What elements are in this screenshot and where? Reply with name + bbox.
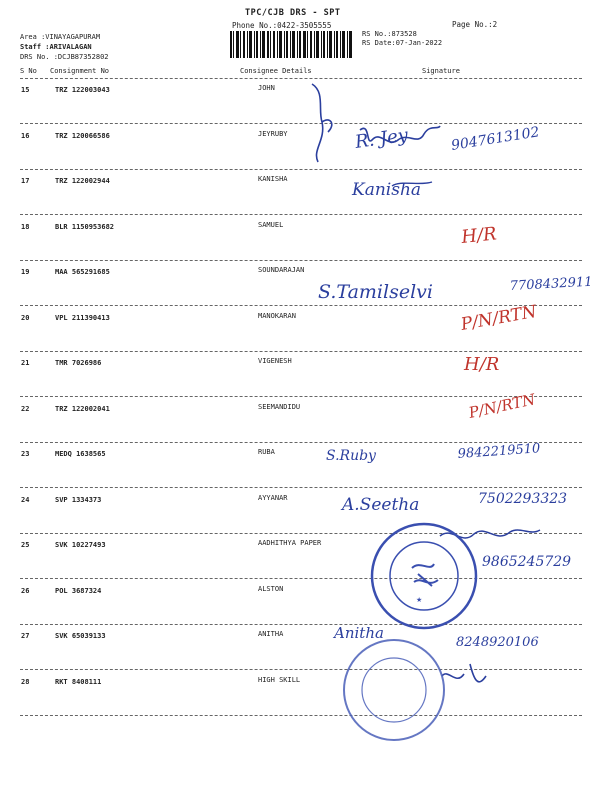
column-sno: S No [20,67,37,75]
row-consignment-no: BLR 1150953682 [55,222,115,231]
row-sno: 17 [21,177,30,185]
row-sno: 24 [21,495,30,504]
phone-number: Phone No.:0422-3505555 [232,21,332,30]
drs-number: DRS No. :DCJB87352802 [20,53,109,61]
row-consignment-no: POL 3687324 [55,586,102,595]
row-consignee-name: HIGH SKILL [258,675,301,684]
column-signature: Signature [422,67,460,75]
row24-phone: 7502293323 [478,491,568,507]
row25-phone: 9865245729 [482,554,572,570]
row-consignment-no: SVP 1334373 [55,495,102,504]
row20-note: P/N/RTN [459,301,539,335]
row-consignment-no: MEDQ 1638565 [55,450,106,458]
signature-scribble [442,664,486,682]
rs-date: RS Date:07-Jan-2022 [362,39,443,47]
row-sno: 16 [21,131,30,140]
svg-text:★: ★ [416,596,423,604]
row-sno: 20 [21,313,30,322]
row-sno: 28 [21,677,30,686]
row-consignee-name: JOHN [258,84,275,92]
row-consignee-name: AYYANAR [258,493,288,502]
row-sno: 18 [21,222,30,231]
row-consignee-name: SAMUEL [258,220,284,229]
signature-scribble [312,84,332,162]
row-consignment-no: VPL 211390413 [55,313,110,322]
row22-note: P/N/RTN [467,390,537,422]
row-sno: 23 [21,450,30,458]
college-seal-stamp [368,520,480,632]
row-consignee-name: ANITHA [258,630,284,638]
column-consignment: Consignment No [50,67,110,75]
row-sno: 21 [21,359,30,367]
row18-note: H/R [460,223,498,248]
row-consignment-no: SVK 10227493 [55,541,106,549]
row23-phone: 9842219510 [457,441,541,462]
row-consignment-no: RKT 8408111 [55,677,102,686]
row-consignment-no: TMR 7026986 [55,359,102,367]
row-sno: 19 [21,268,30,276]
row-consignment-no: TRZ 122003043 [55,86,110,94]
row-consignee-name: SOUNDARAJAN [258,266,305,274]
staff-label: Staff :ARIVALAGAN [20,43,92,51]
row-consignment-no: TRZ 120066586 [55,131,110,140]
area-label: Area :VINAYAGAPURAM [20,33,101,41]
row-consignee-name: RUBA [258,448,275,456]
row19-phone: 7708432911 [509,274,593,294]
row-consignment-no: SVK 65039133 [55,632,106,640]
row17-signature: Kanisha [352,180,422,200]
row-consignee-name: SEEMANDIDU [258,402,301,411]
page-number: Page No.:2 [452,20,498,29]
row21-note: H/R [464,354,500,375]
row-sno: 26 [21,586,30,595]
row-consignee-name: ALSTON [258,584,284,593]
row27-phone: 8248920106 [456,635,539,650]
column-consignee: Consignee Details [240,67,312,75]
row-sno: 22 [21,404,30,413]
rs-number: RS No.:873528 [362,30,417,38]
document-title: TPC/CJB DRS - SPT [245,8,341,18]
row-consignment-no: MAA 565291685 [55,268,110,276]
row-sno: 27 [21,632,30,640]
row16-signature: R. Jey [353,124,410,153]
row-consignee-name: KANISHA [258,175,288,183]
college-seal-stamp [340,636,448,744]
row24-signature: A.Seetha [342,495,420,515]
row-consignment-no: TRZ 122002944 [55,177,110,185]
row-sno: 25 [21,541,30,549]
row-consignee-name: MANOKARAN [258,311,296,320]
row-sno: 15 [21,86,30,94]
row-consignee-name: VIGENESH [258,357,292,365]
row-consignee-name: AADHITHYA PAPER [258,539,322,547]
row16-phone: 9047613102 [450,124,541,154]
row-consignment-no: TRZ 122002041 [55,404,110,413]
row27-signature: Anitha [334,624,384,642]
row23-signature: S.Ruby [326,448,376,464]
row19-signature: S.Tamilselvi [318,281,433,303]
row-consignee-name: JEYRUBY [258,129,288,138]
